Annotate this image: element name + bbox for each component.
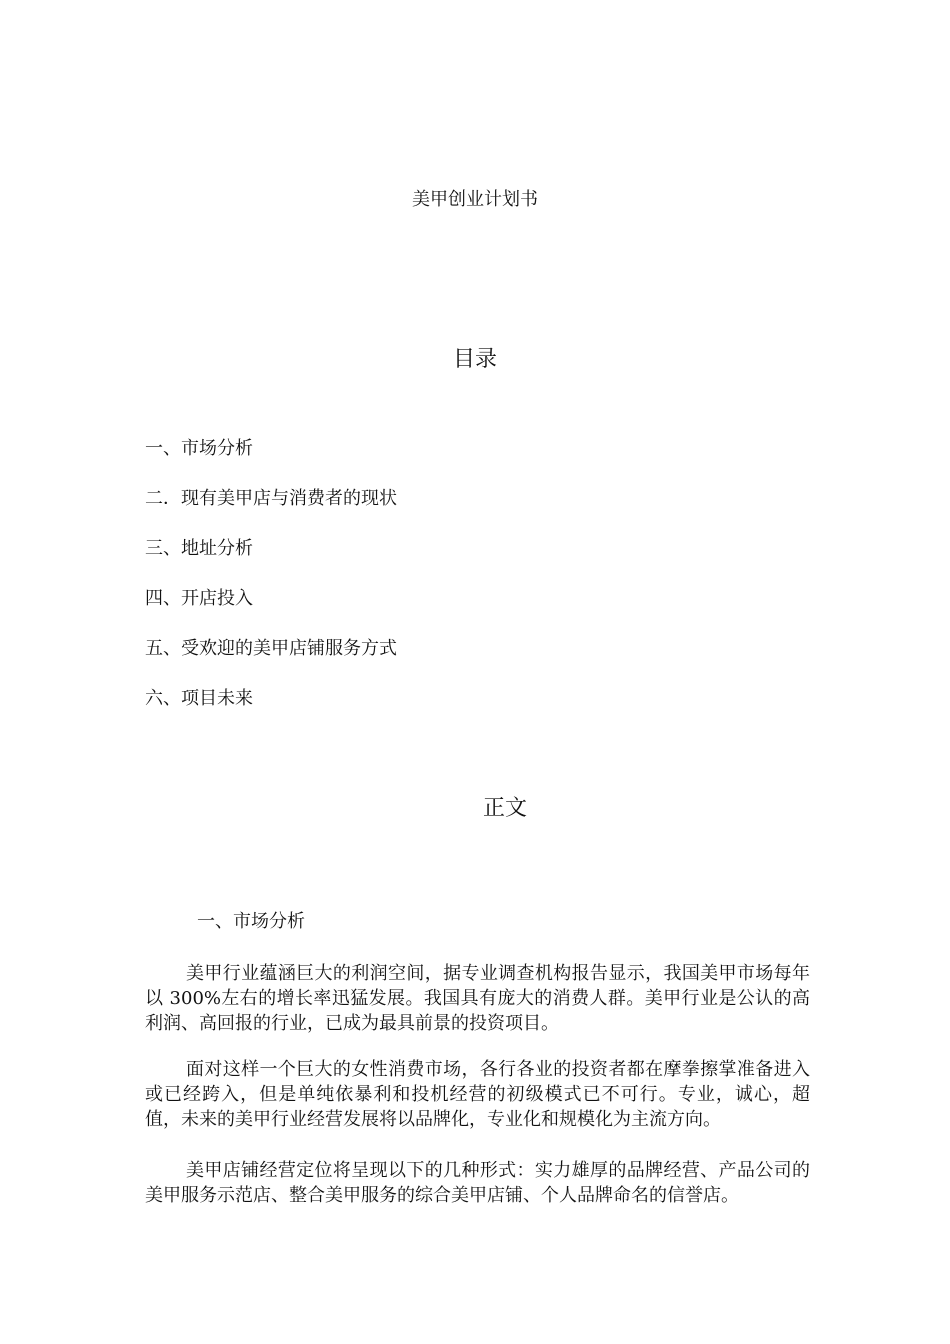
toc-item-project-future: 六、项目未来: [145, 688, 253, 709]
toc-item-location-analysis: 三、地址分析: [145, 538, 253, 559]
toc-heading: 目录: [452, 347, 497, 372]
section-heading-market-analysis: 一、市场分析: [197, 911, 305, 932]
toc-item-market-analysis: 一、市场分析: [145, 438, 253, 459]
table-of-contents: [145, 437, 397, 737]
document-title: 美甲创业计划书: [412, 189, 538, 210]
paragraph: 面对这样一个巨大的女性消费市场，各行各业的投资者都在摩拳擦掌准备进入或已经跨入，但是单纯依暴利和投机经营的初级模式已不可行。专业，诚心，超值，未来的美甲行业经营发展将以品牌化，专业化和规模化为主流方向。: [145, 1059, 810, 1130]
toc-item-service-methods: 五、受欢迎的美甲店铺服务方式: [145, 638, 397, 659]
paragraph: 美甲行业蕴涵巨大的利润空间，据专业调查机构报告显示，我国美甲市场每年以 300%左右的增长率迅猛发展。我国具有庞大的消费人群。美甲行业是公认的高利润、高回报的行业，已成为最具前景的投资项目。: [145, 963, 810, 1034]
body-heading: 正文: [482, 796, 527, 821]
toc-item-current-status: 二．现有美甲店与消费者的现状: [145, 488, 397, 509]
toc-item-startup-investment: 四、开店投入: [145, 588, 253, 609]
paragraph: 美甲店铺经营定位将呈现以下的几种形式：实力雄厚的品牌经营、产品公司的美甲服务示范店、整合美甲服务的综合美甲店铺、个人品牌命名的信誉店。: [145, 1160, 810, 1206]
